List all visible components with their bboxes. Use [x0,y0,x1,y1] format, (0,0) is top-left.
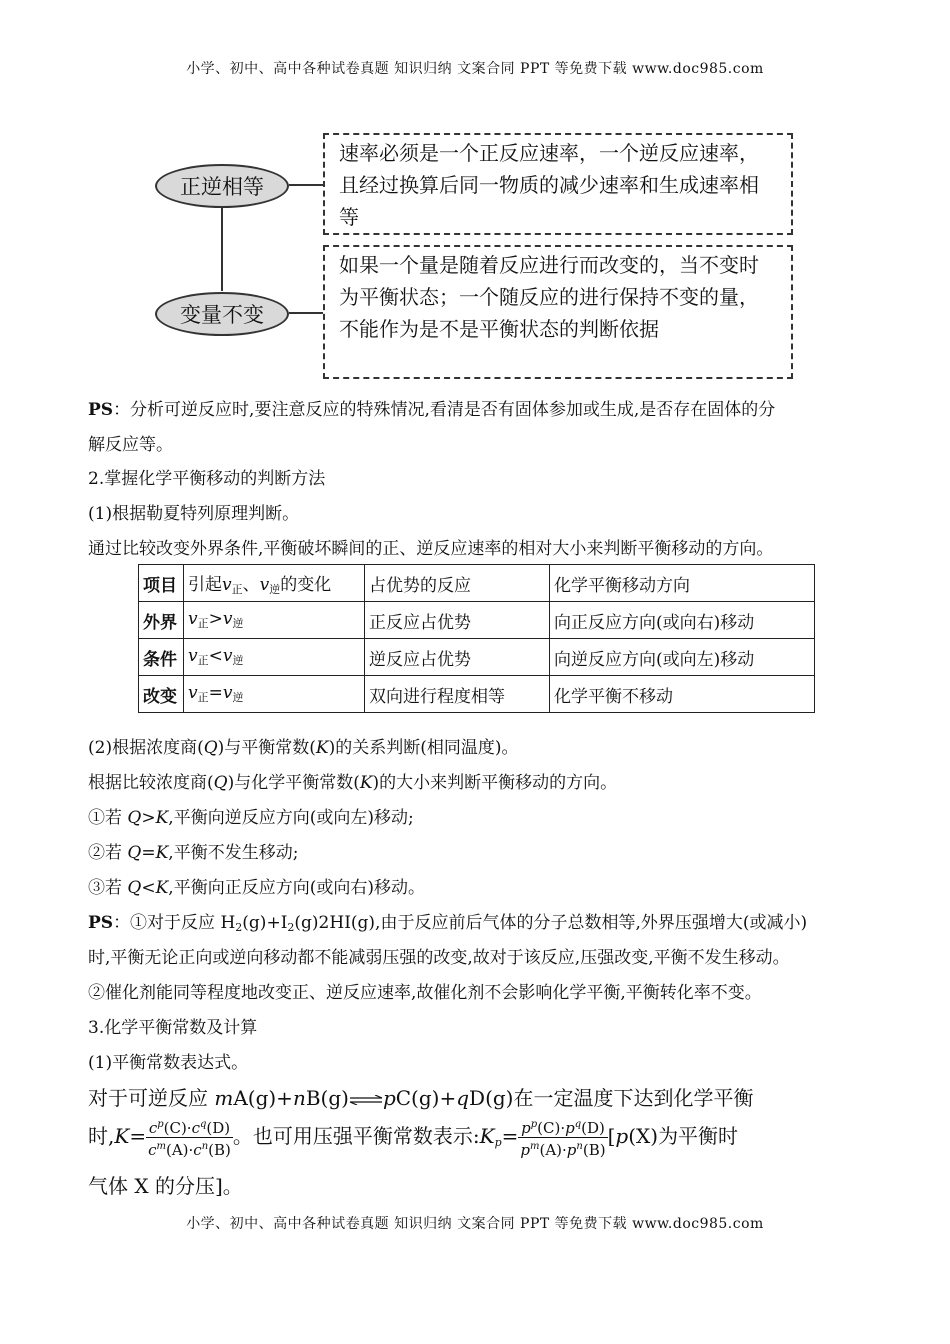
header-rate-change: 引起$v_正$、$v_逆$的变化 [184,565,365,602]
dominant-reaction: 正反应占优势 [365,602,550,639]
section-2-sub-1: (1)根据勒夏特列原理判断。 [88,504,300,524]
box-text: 如果一个量是随着反应进行而改变的，当不变时为平衡状态；一个随反应的进行保持不变的量，不能作为是不是平衡状态的判断依据 [339,253,759,341]
dominant-reaction: 逆反应占优势 [365,639,550,676]
row-label: 改变 [139,676,184,713]
oval-zheng-ni-xiang-deng [155,164,289,208]
row-label: 外界 [139,602,184,639]
section-2-title: 2.掌握化学平衡移动的判断方法 [88,469,326,489]
box-text: 速率必须是一个正反应速率，一个逆反应速率，且经过换算后同一物质的减少速率和生成速率相等 [339,141,759,229]
ps-note-1-line-1 [88,395,775,420]
header-item: 项目 [139,565,184,602]
section-3-sub-1: (1)平衡常数表达式。 [88,1053,249,1073]
row-label: 条件 [139,639,184,676]
section-3-title: 3.化学平衡常数及计算 [88,1018,258,1038]
shift-direction: 化学平衡不移动 [550,676,815,713]
section-2-desc-2: 根据比较浓度商(Q)与化学平衡常数(K)的大小来判断平衡移动的方向。 [88,773,618,793]
table-row [139,602,815,639]
dominant-reaction: 双向进行程度相等 [365,676,550,713]
ps-note-1-line-2: 解反应等。 [88,435,173,455]
rule-item-3: ③若 Q<K,平衡向正反应方向(或向右)移动。 [88,878,425,898]
rule-item-1: ①若 Q>K,平衡向逆反应方向(或向左)移动; [88,808,414,828]
rule-item-2: ②若 Q=K,平衡不发生移动; [88,843,299,863]
rate-compare: $v_正>v_逆$ [184,602,365,639]
section-2-desc-1: 通过比较改变外界条件,平衡破坏瞬间的正、逆反应速率的相对大小来判断平衡移动的方向。 [88,539,774,559]
kp-fraction: $\frac{p^p(C)\cdot p^q(D)}{p^m(A)\cdot p^n(B)}$ [518,1116,607,1159]
shift-direction: 向正反应方向(或向右)移动 [550,602,815,639]
ps-text: ：分析可逆反应时,要注意反应的特殊情况,看清是否有固体参加或生成,是否存在固体的分 [113,400,776,420]
rate-compare: $v_正<v_逆$ [184,639,365,676]
diagram-connector-2 [289,312,325,314]
table-row [139,676,815,713]
table-header-row [139,565,815,602]
page-header: 小学、初中、高中各种试卷真题 知识归纳 文案合同 PPT 等免费下载 www.doc985.com [186,61,764,77]
page-footer: 小学、初中、高中各种试卷真题 知识归纳 文案合同 PPT 等免费下载 www.doc985.com [186,1216,764,1232]
ps-label: PS [88,913,114,933]
partial-pressure-line: 气体 X 的分压]。 [88,1174,243,1198]
oval-label: 变量不变 [180,303,264,327]
diagram-vertical-line [221,205,223,291]
table-row [139,639,815,676]
kc-fraction: $\frac{c^p(C)\cdot c^q(D)}{c^m(A)\cdot c^n(B)}$ [146,1116,233,1159]
equilibrium-arrow-icon [349,1095,383,1105]
shift-direction: 向逆反应方向(或向左)移动 [550,639,815,676]
rate-compare: $v_正=v_逆$ [184,676,365,713]
ps-note-2-line-2: 时,平衡无论正向或逆向移动都不能减弱压强的改变,故对于该反应,压强改变,平衡不发生移动。 [88,948,790,968]
reversible-reaction-line: 对于可逆反应 mA(g)+nB(g) pC(g)+qD(g)在一定温度下达到化学平衡 [88,1086,754,1110]
dashed-box-2 [323,245,793,379]
header-direction: 化学平衡移动方向 [550,565,815,602]
section-2-sub-2: (2)根据浓度商(Q)与平衡常数(K)的关系判断(相同温度)。 [88,738,519,758]
equilibrium-shift-table [138,564,815,713]
dashed-box-1 [323,133,793,235]
oval-bian-liang-bu-bian [155,292,289,336]
header-dominant: 占优势的反应 [365,565,550,602]
diagram-connector-1 [289,184,325,186]
ps-note-2-line-1: PS：①对于反应 $H_2(g)+I_2(g)2HI(g)$,由于反应前后气体的分子总数相等,外界压强增大(或减小) [88,913,808,934]
oval-label: 正逆相等 [180,175,264,199]
ps-note-2-line-3: ②催化剂能同等程度地改变正、逆反应速率,故催化剂不会影响化学平衡,平衡转化率不变。 [88,983,762,1003]
ps-label: PS [88,400,114,420]
equilibrium-constant-line: 时,K= $\frac{c^p(C)\cdot c^q(D)}{c^m(A)\cdot c^n(B)}$ 。也可用压强平衡常数表示$:K_p=$ $\frac{p^p(C)\cdot p^q(D)}{p^m(A)\cdot p^n(B)}$ [p(X)为平衡时 [88,1116,738,1159]
